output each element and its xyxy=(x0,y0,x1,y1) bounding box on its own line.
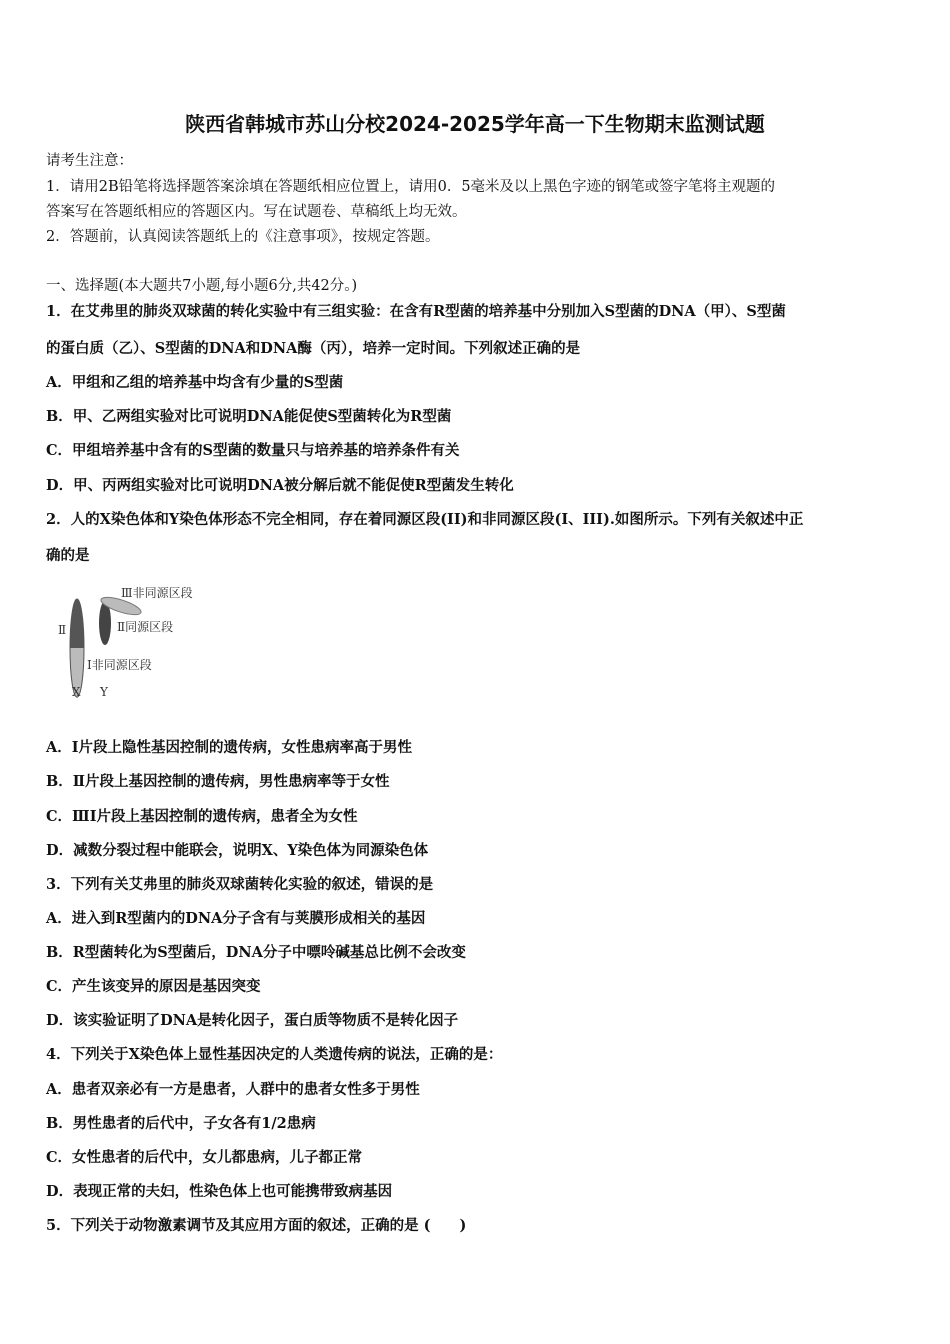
label-iii: Ⅲ非同源区段 xyxy=(121,586,193,600)
option: D．减数分裂过程中能联会，说明X、Y染色体为同源染色体 xyxy=(46,842,429,859)
option: C．女性患者的后代中，女儿都患病，儿子都正常 xyxy=(46,1149,363,1166)
option: A．Ⅰ片段上隐性基因控制的遗传病，女性患病率高于男性 xyxy=(46,739,413,756)
question-stem: 的蛋白质（乙）、S型菌的DNA和DNA酶（丙），培养一定时间。下列叙述正确的是 xyxy=(46,340,581,357)
notice-line: 2．答题前，认真阅读答题纸上的《注意事项》，按规定答题。 xyxy=(46,229,440,245)
question-stem: 5．下列关于动物激素调节及其应用方面的叙述，正确的是 ( ) xyxy=(46,1217,467,1234)
chromosome-diagram xyxy=(55,583,215,703)
option: A．患者双亲必有一方是患者，人群中的患者女性多于男性 xyxy=(46,1081,420,1098)
section-heading: 一、选择题(本大题共7小题,每小题6分,共42分。) xyxy=(46,278,358,294)
option: D．该实验证明了DNA是转化因子，蛋白质等物质不是转化因子 xyxy=(46,1012,459,1029)
option: B．甲、乙两组实验对比可说明DNA能促使S型菌转化为R型菌 xyxy=(46,408,452,425)
option: B．Ⅱ片段上基因控制的遗传病，男性患病率等于女性 xyxy=(46,773,390,790)
option: B．男性患者的后代中，子女各有1/2患病 xyxy=(46,1115,316,1132)
label-i: Ⅰ非同源区段 xyxy=(87,658,152,672)
question-stem: 2．人的X染色体和Y染色体形态不完全相同，存在着同源区段(II)和非同源区段(I、III).如图所示。下列有关叙述中正 xyxy=(46,511,804,528)
question-stem: 3．下列有关艾弗里的肺炎双球菌转化实验的叙述，错误的是 xyxy=(46,876,434,893)
option: A．进入到R型菌内的DNA分子含有与荚膜形成相关的基因 xyxy=(46,910,426,927)
label-ii-y: Ⅱ同源区段 xyxy=(117,620,174,634)
label-y: Y xyxy=(100,685,108,699)
option: B．R型菌转化为S型菌后，DNA分子中嘌呤碱基总比例不会改变 xyxy=(46,944,466,961)
notice-line: 答案写在答题纸相应的答题区内。写在试题卷、草稿纸上均无效。 xyxy=(46,204,467,220)
label-ii-x: Ⅱ xyxy=(58,623,67,637)
page-title: 陕西省韩城市苏山分校2024-2025学年高一下生物期末监测试题 xyxy=(185,112,765,136)
option: D．表现正常的夫妇，性染色体上也可能携带致病基因 xyxy=(46,1183,393,1200)
question-stem: 确的是 xyxy=(46,547,90,564)
option: C．产生该变异的原因是基因突变 xyxy=(46,978,261,995)
notice-line: 1．请用2B铅笔将选择题答案涂填在答题纸相应位置上，请用0．5毫米及以上黑色字迹的钢笔或签字笔将主观题的 xyxy=(46,179,776,195)
option: C．甲组培养基中含有的S型菌的数量只与培养基的培养条件有关 xyxy=(46,442,460,459)
notice-heading: 请考生注意： xyxy=(46,153,133,169)
label-x: X xyxy=(72,685,81,699)
question-stem: 1．在艾弗里的肺炎双球菌的转化实验中有三组实验：在含有R型菌的培养基中分别加入S型菌的DNA（甲）、S型菌 xyxy=(46,303,786,320)
option: D．甲、丙两组实验对比可说明DNA被分解后就不能促使R型菌发生转化 xyxy=(46,477,514,494)
question-stem: 4．下列关于X染色体上显性基因决定的人类遗传病的说法，正确的是： xyxy=(46,1046,503,1063)
option: A．甲组和乙组的培养基中均含有少量的S型菌 xyxy=(46,374,344,391)
option: C．ⅢⅠ片段上基因控制的遗传病，患者全为女性 xyxy=(46,808,358,825)
